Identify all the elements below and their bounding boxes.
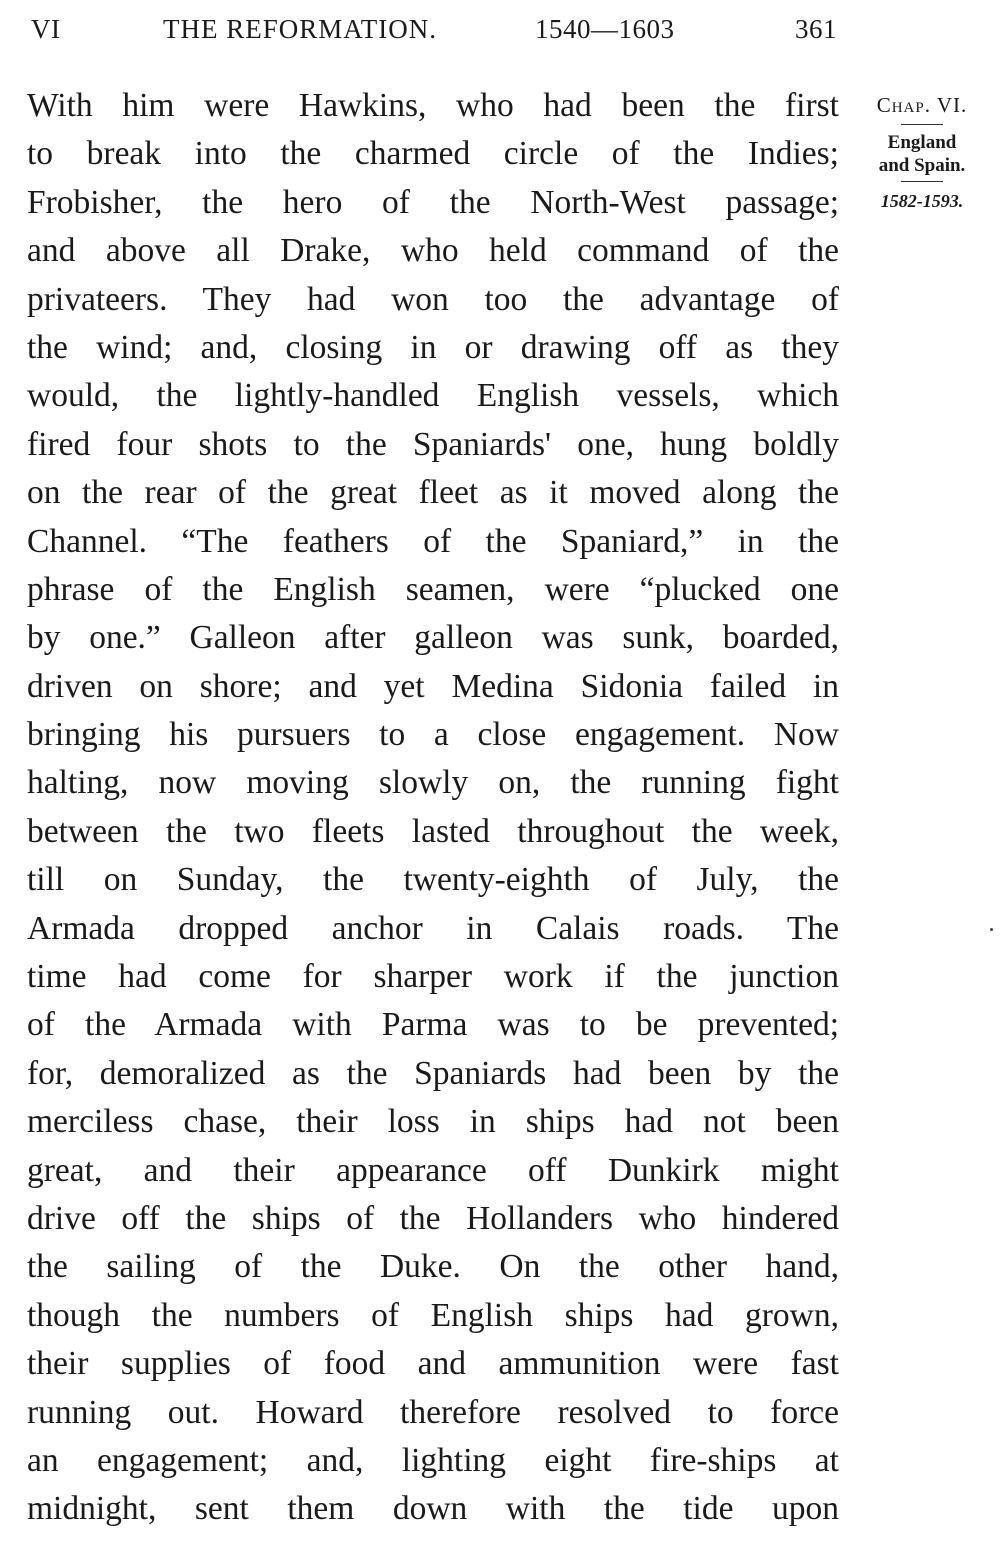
text-line: great, and their appearance off Dunkirk might	[27, 1151, 839, 1189]
text-line: and above all Drake, who held command of the	[27, 232, 839, 270]
text-line: bringing his pursuers to a close engagement. Now	[27, 716, 839, 754]
text-line: privateers. They had won too the advantage of	[27, 280, 839, 318]
text-line: Channel. “The feathers of the Spaniard,” in the	[27, 522, 839, 560]
text-line: With him were Hawkins, who had been the first	[27, 87, 839, 124]
margin-note-rule	[901, 124, 943, 125]
running-head-dates: 1540—1603	[535, 14, 675, 44]
text-line: to break into the charmed circle of the Indies;	[27, 135, 839, 173]
body-text	[27, 82, 839, 1534]
text-line: Frobisher, the hero of the North-West passage;	[27, 183, 839, 221]
text-line: driven on shore; and yet Medina Sidonia failed in	[27, 667, 839, 705]
running-head-chapter: VI	[31, 14, 61, 44]
text-line: their supplies of food and ammunition were fast	[27, 1345, 839, 1383]
margin-note-rule-2	[901, 181, 943, 182]
margin-note-subject-line1: England	[887, 132, 957, 153]
print-speck	[990, 928, 993, 931]
text-line: the sailing of the Duke. On the other hand,	[27, 1248, 839, 1286]
text-line: merciless chase, their loss in ships had not been	[27, 1103, 839, 1141]
page-number: 361	[795, 14, 837, 44]
text-line: fired four shots to the Spaniards' one, hung boldly	[27, 425, 839, 463]
margin-note	[852, 90, 992, 214]
text-line: an engagement; and, lighting eight fire-ships at	[27, 1441, 839, 1479]
text-line: phrase of the English seamen, were “plucked one	[27, 570, 839, 608]
text-line: Armada dropped anchor in Calais roads. The	[27, 909, 839, 947]
margin-note-chapter: Chap. VI.	[876, 93, 968, 117]
text-line: of the Armada with Parma was to be prevented;	[27, 1006, 839, 1044]
margin-note-years: 1582-1593.	[880, 191, 964, 211]
text-line: for, demoralized as the Spaniards had been by the	[27, 1054, 839, 1092]
text-line: time had come for sharper work if the junction	[27, 958, 839, 996]
text-line: on the rear of the great fleet as it moved along the	[27, 474, 839, 512]
text-line: between the two fleets lasted throughout the week,	[27, 812, 839, 850]
running-head-title: THE REFORMATION.	[163, 14, 438, 44]
text-line: though the numbers of English ships had grown,	[27, 1296, 839, 1334]
text-line: halting, now moving slowly on, the running fight	[27, 764, 839, 802]
text-line: by one.” Galleon after galleon was sunk, boarded,	[27, 619, 839, 657]
text-line: drive off the ships of the Hollanders who hindered	[27, 1199, 839, 1237]
text-line: would, the lightly-handled English vessels, which	[27, 377, 839, 415]
margin-note-subject-line2: and Spain.	[878, 155, 966, 176]
running-head	[27, 14, 839, 54]
text-line: the wind; and, closing in or drawing off as they	[27, 328, 839, 366]
text-line: till on Sunday, the twenty-eighth of July, the	[27, 861, 839, 899]
text-line: running out. Howard therefore resolved to force	[27, 1393, 839, 1431]
text-line: midnight, sent them down with the tide upon	[27, 1490, 839, 1528]
